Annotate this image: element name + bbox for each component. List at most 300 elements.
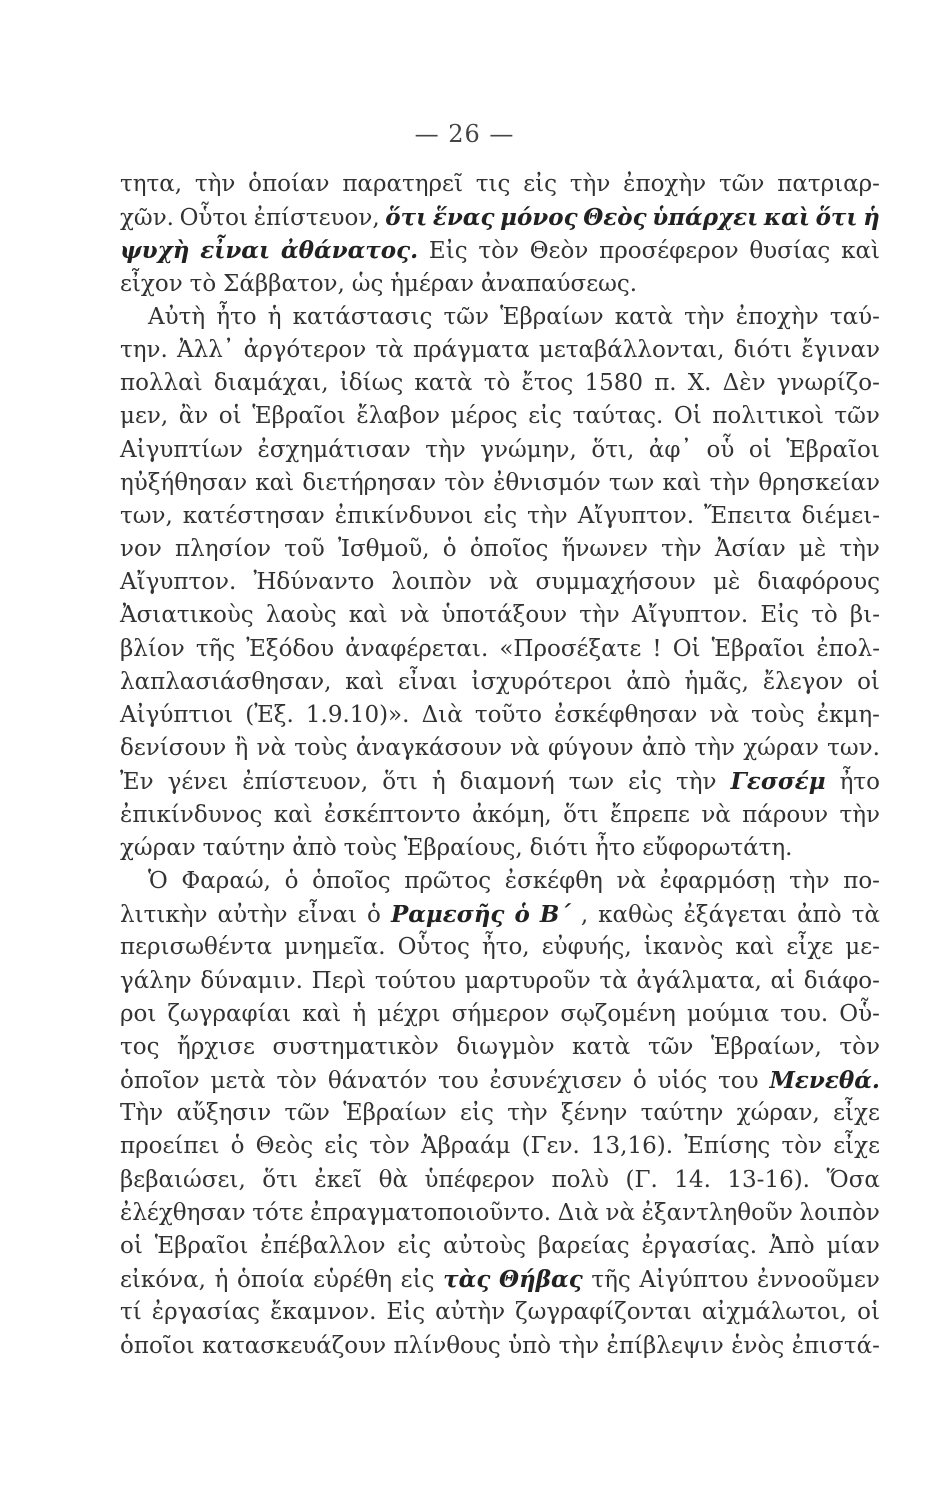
word: των (568, 769, 615, 796)
word: ἐσχημάτισαν (257, 436, 411, 463)
word: Ἰσθμοῦ, (337, 536, 430, 563)
word: ἐννοοῦμεν (757, 1267, 880, 1294)
word: μίαν (826, 1233, 880, 1259)
word: Θεὸν (529, 238, 589, 265)
word: ὑπέφερον (424, 1166, 535, 1193)
word: τὴν (661, 536, 702, 563)
word: μὲ (713, 569, 741, 596)
emphasis-word: ψυχὴ (120, 237, 190, 265)
word: οὗ (706, 436, 735, 463)
word: Αἴγυπτον. (577, 502, 695, 529)
word: Αἰγύπτιοι (120, 702, 234, 728)
word: εὑρέθη (313, 1267, 393, 1294)
word: αὐτὴν (435, 1299, 506, 1326)
word: νὰ (709, 702, 740, 728)
word: τὰ (851, 902, 880, 929)
word: προσέφερον (599, 238, 739, 265)
word: ἑνὸς (731, 1332, 785, 1359)
text-line (120, 965, 880, 998)
word: Ἑβραίους, (403, 834, 523, 861)
word: καὶ (255, 469, 295, 496)
word: Οὗτος (397, 934, 470, 961)
word: μέχρι (377, 1000, 441, 1027)
word: κατέστησαν (182, 502, 325, 529)
text-line (120, 1097, 880, 1130)
word: γένει (167, 769, 229, 796)
word: κατὰ (572, 1033, 631, 1060)
word: διότι (529, 834, 589, 861)
word: αὐτὴν (217, 902, 288, 929)
word: ἀναγκάσουν (355, 735, 503, 762)
word: Διὰ (421, 702, 463, 728)
word: ἀγάλματα, (636, 967, 762, 994)
word: τότε (252, 1199, 304, 1226)
word: εἶναι (398, 668, 458, 695)
word: Ἀλλ᾽ (177, 336, 235, 363)
word: Ἀβραάμ (421, 1133, 511, 1160)
word: ὅτι, (591, 436, 635, 463)
word: τῆς (195, 635, 236, 662)
word: ὁ (367, 902, 381, 929)
word: ἐσκέφθησαν (554, 702, 698, 728)
word: καὶ (662, 469, 702, 496)
word: διαμονή (459, 769, 555, 796)
word: Χ. (687, 370, 712, 397)
word: ἐπίβλεψιν (606, 1332, 724, 1359)
word: τοῦτο (474, 702, 542, 728)
text-line (120, 1230, 880, 1263)
word: ἔλαβον (356, 403, 440, 430)
word: διαμάχαι, (213, 370, 329, 397)
text-line (120, 1031, 880, 1064)
word: τὴν (709, 469, 751, 496)
text-line (120, 566, 880, 599)
word: ἦτο, (481, 934, 530, 961)
word: Σάββατον, (223, 270, 345, 297)
text-line (120, 1130, 880, 1163)
word: τῶν (443, 303, 489, 330)
word: ἔκαμνον. (270, 1299, 377, 1326)
word: πλησίον (175, 536, 272, 563)
word: Ἠδύναντο (253, 569, 375, 596)
word: Ἀσιατικοὺς (120, 602, 254, 629)
word: ἀφ᾽ (648, 436, 692, 463)
word: ἀργότερον (243, 336, 367, 363)
text-line (120, 234, 880, 267)
word: διέμει- (801, 502, 880, 529)
word: τὸν (839, 1033, 880, 1060)
word: Διὰ (557, 1199, 599, 1226)
word: ὑπὸ (508, 1332, 552, 1359)
word: «Προσέξατε (499, 635, 642, 662)
word: ἐργασίας. (641, 1233, 758, 1259)
word: του (438, 1068, 479, 1095)
word: ἐποχὴν (623, 171, 707, 197)
word: τοῦ (284, 536, 325, 563)
word: Ἀπὸ (768, 1233, 815, 1259)
word: υἱός (657, 1068, 708, 1095)
word: Ὁ (148, 867, 168, 894)
text-line (120, 201, 880, 234)
word: οἱ (218, 403, 242, 430)
word: μετὰ (210, 1068, 266, 1095)
word: μούμια (686, 1000, 770, 1027)
word: Οἱ (672, 635, 701, 662)
word: εἰς (324, 1133, 359, 1160)
word: 13,16). (590, 1133, 674, 1160)
word: τὴν (676, 769, 717, 796)
word: καὶ (735, 934, 775, 961)
word: Οὗτοι (179, 205, 249, 232)
emphasis-word: ἡ (863, 204, 880, 232)
word: δενίσουν (120, 735, 227, 762)
text-line (120, 832, 880, 865)
word: εἶναι (297, 902, 358, 929)
emphasis-word: ἀθάνατος. (280, 237, 419, 265)
word: εἶχον (120, 270, 183, 297)
word: ὅτι (382, 769, 418, 796)
word: ἐποχὴν (735, 303, 819, 330)
word: τὴν (194, 171, 236, 197)
word: ἐπέβαλλον (260, 1233, 386, 1259)
word: ἐκμη- (816, 702, 880, 728)
word: νὰ (605, 1199, 636, 1226)
word: σήμερον (451, 1000, 550, 1027)
word: ἡ (431, 769, 446, 796)
word: Εἰς (428, 238, 468, 265)
word: γνωρίζο- (776, 370, 880, 397)
word: τῶν (284, 1100, 330, 1127)
word: τῆς (591, 1267, 631, 1294)
word: Ἑβραίων, (711, 1033, 822, 1060)
word: ηὐξήθησαν (120, 469, 248, 496)
emphasis-word: Μενεθά. (769, 1067, 880, 1095)
word: Ἑβραῖοι (154, 1233, 249, 1259)
word: ἰδίως (339, 370, 404, 397)
word: ἱκανὸς (643, 934, 724, 961)
word: Ἀσίαν (714, 536, 786, 563)
word: προείπει (120, 1133, 220, 1160)
word: τὸν (369, 1133, 410, 1160)
word: Ἐπίσης (684, 1133, 771, 1160)
word: πολὺ (551, 1166, 609, 1193)
word: διάφο- (803, 967, 880, 994)
word: Ἑβραῖοι (711, 635, 806, 662)
word: οἱ (120, 1233, 143, 1259)
emphasis-word: τὰς (443, 1266, 491, 1294)
word: 1580 (584, 370, 644, 397)
word: τὸν (444, 469, 485, 496)
text-line (120, 898, 880, 931)
word: ἐξαντληθοῦν (641, 1199, 793, 1226)
word: τὸ (189, 270, 217, 297)
word: λαπλασιάσθησαν, (120, 668, 332, 695)
word: τὴν (789, 867, 830, 894)
word: ἡμᾶς, (684, 668, 749, 695)
word: τις (475, 171, 511, 197)
word: πάρουν (742, 801, 829, 828)
text-line (120, 467, 880, 500)
word: τὸν (478, 238, 519, 265)
word: εὐφυής, (541, 934, 632, 961)
word: θάνατόν (327, 1068, 428, 1095)
word: Εἰς (386, 1299, 426, 1326)
word: εἰς (523, 171, 558, 197)
word: τὸν (276, 1068, 318, 1095)
word: ἤρχισε (177, 1033, 255, 1060)
word: ἀκόμη, (471, 801, 552, 828)
text-line (120, 434, 880, 467)
word: ταύ- (829, 303, 880, 330)
word: τὰ (375, 336, 404, 363)
word: τί (120, 1299, 142, 1326)
word: λιτικὴν (120, 902, 208, 929)
word: ὁποίαν (248, 171, 330, 197)
emphasis-word: Θεὸς (583, 204, 647, 232)
text-line (120, 168, 880, 201)
body-text (120, 168, 880, 1363)
word: τῶν (834, 403, 880, 430)
word: τοὺς (751, 702, 805, 728)
word: εἰκόνα, (120, 1267, 206, 1294)
word: εἶχε (786, 934, 834, 961)
word: διωγμὸν (456, 1033, 555, 1060)
word: καὶ (302, 1000, 342, 1027)
word: ὅτι (563, 801, 599, 828)
word: ζωγραφίζονται (515, 1299, 692, 1326)
word: νὰ (510, 735, 540, 762)
word: Ἑβραῖοι (786, 436, 880, 463)
word: εἶχε (833, 1133, 880, 1160)
word: ἔλεγον (762, 668, 844, 695)
word: ὁ (442, 536, 457, 563)
word: χώραν (120, 834, 196, 861)
emphasis-word: ὅτι (385, 204, 428, 232)
word: δύναμιν. (200, 967, 303, 994)
word: ὁ (284, 867, 299, 894)
word: ταύτην (640, 1100, 724, 1127)
word: νὰ (399, 602, 430, 629)
word: πατριαρ- (777, 171, 880, 197)
word: ἐξάγεται (683, 902, 788, 929)
word: Δὲν (722, 370, 766, 397)
word: διότι (733, 336, 793, 363)
emphasis-word: Θήβας (498, 1266, 583, 1294)
emphasis-word: εἶναι (200, 237, 271, 265)
word: τὴν (839, 536, 880, 563)
word: 13-16). (727, 1166, 810, 1193)
emphasis-word: Γεσσέμ (730, 768, 826, 796)
word: (Γεν. (521, 1133, 580, 1160)
text-line (120, 699, 880, 732)
word: τῶν (718, 171, 765, 197)
word: ! (652, 635, 662, 662)
word: σῳζομένη (560, 1000, 676, 1027)
word: ξένην (561, 1100, 628, 1127)
word: τὴν (569, 171, 611, 197)
word: εἶχε (833, 1100, 880, 1127)
word: Οὗ- (839, 1000, 880, 1027)
word: τὸ (483, 370, 511, 397)
word: Αἴγυπτον. (120, 569, 237, 596)
word: χώραν, (736, 1100, 820, 1127)
text-line (120, 666, 880, 699)
word: εἰς (528, 403, 563, 430)
word: διαφόρους (757, 569, 880, 596)
word: Ἑβραίων (343, 1100, 447, 1127)
word: την. (120, 336, 168, 363)
text-line (120, 334, 880, 367)
word: φύγουν (547, 735, 634, 762)
word: χῶν. (120, 205, 174, 232)
word: ἀπὸ (626, 668, 671, 695)
word: βαρείας (537, 1233, 630, 1259)
emphasis-word: ὅτι (815, 204, 858, 232)
word: πλίνθους (393, 1332, 501, 1359)
word: ἐργασίας (151, 1299, 261, 1326)
word: περισωθέντα (120, 934, 273, 961)
word: ἰσχυρότεροι (471, 668, 613, 695)
word: ὡς (351, 270, 384, 297)
word: ἥνωνεν (561, 536, 648, 563)
text-line (120, 1330, 880, 1363)
word: ὁ (230, 1133, 245, 1160)
word: μέρος (450, 403, 518, 430)
word: νον (120, 536, 162, 563)
word: γάλην (120, 967, 192, 994)
word: ἐπικίνδυνοι (334, 502, 474, 529)
word: τὴν (507, 1100, 548, 1127)
word: Αἰγύπτου (639, 1267, 749, 1294)
word: εἰς (628, 769, 662, 796)
word: εἰς (460, 1100, 494, 1127)
word: ἡ (267, 303, 282, 330)
word: ἀπὸ (797, 902, 842, 929)
word: ταύτας. (572, 403, 664, 430)
text-line (120, 865, 880, 898)
word: ἐσυνέχισεν (489, 1068, 622, 1095)
text-line (120, 931, 880, 964)
word: ἐλέχθησαν (120, 1199, 246, 1226)
word: ἐπικίνδυνος (120, 801, 263, 828)
word: ἡ (352, 1000, 367, 1027)
word: λοιπὸν (799, 1199, 880, 1226)
word: 14. (674, 1166, 711, 1193)
text-line (120, 1263, 880, 1296)
word: μὲ (798, 536, 827, 563)
text-line (120, 268, 880, 301)
word: Περὶ (311, 967, 367, 994)
word: συμμαχήσουν (535, 569, 696, 596)
word: καὶ (348, 602, 388, 629)
text-line (120, 799, 880, 832)
word: εἰς (400, 1267, 435, 1294)
text-line (120, 1064, 880, 1097)
word: οἱ (857, 1299, 880, 1326)
word: 1.9.10)». (305, 702, 410, 728)
word: τὴν (694, 735, 736, 762)
word: λαοὺς (265, 602, 337, 629)
word: μεν, (120, 403, 169, 430)
word: αὔξησιν (176, 1100, 272, 1127)
word: Αἰγυπτίων (120, 436, 243, 463)
text-line (120, 1164, 880, 1197)
word: ἐπίστευον, (253, 205, 380, 232)
word: του. (780, 1000, 829, 1027)
word: ἐπιστά- (791, 1332, 880, 1359)
word: οἱ (748, 436, 772, 463)
word: των (608, 469, 655, 496)
word: τὴν (684, 303, 725, 330)
word: κατασκευάζουν (202, 1332, 387, 1359)
word: καὶ (273, 801, 313, 828)
word: Ἐν (120, 769, 154, 796)
word: ταύτην (202, 834, 286, 861)
word: , (580, 902, 589, 929)
emphasis-word: ἕνας (432, 204, 495, 232)
word: εἰς (483, 502, 518, 529)
page-number: — 26 — (414, 120, 515, 148)
word: γνώμην, (480, 436, 577, 463)
word: ὁποῖοι (120, 1332, 195, 1359)
word: ἐσκέφθη (504, 867, 603, 894)
emphasis-word: Β΄ (539, 901, 571, 929)
word: χώραν (743, 735, 819, 762)
emphasis-word: μόνος (500, 204, 578, 232)
word: κατὰ (414, 370, 473, 397)
word: κατὰ (614, 303, 673, 330)
text-line (120, 732, 880, 765)
word: εἰς (397, 1233, 432, 1259)
word: θυσίας (749, 238, 831, 265)
word: λοιπὸν (391, 569, 472, 596)
word: τοὺς (294, 735, 348, 762)
word: πολλαὶ (120, 370, 203, 397)
word: νὰ (701, 801, 731, 828)
word: τούτου (374, 967, 456, 994)
word: συστηματικὸν (272, 1033, 439, 1060)
word: ἔτος (521, 370, 574, 397)
word: με- (845, 934, 880, 961)
text-line (120, 1296, 880, 1329)
text-line (120, 633, 880, 666)
word: Ἑβραῖοι (252, 403, 346, 430)
word: Αὐτὴ (148, 303, 206, 330)
word: ὁποῖον (120, 1068, 200, 1095)
word: νὰ (256, 735, 286, 762)
word: παρατηρεῖ (342, 171, 463, 197)
text-line (120, 367, 880, 400)
word: π. (654, 370, 677, 397)
word: τητα, (120, 171, 183, 197)
word: ἐσκέπτοντο (324, 801, 461, 828)
word: Εἰς (760, 602, 800, 629)
word: Ἐξόδου (246, 635, 335, 662)
word: των, (120, 502, 173, 529)
word: Οἱ (673, 403, 702, 430)
word: μνημεῖα. (284, 934, 386, 961)
word: θὰ (378, 1166, 408, 1193)
word: (Ἐξ. (245, 702, 294, 728)
word: οἱ (857, 668, 880, 695)
word: Αἴγυπτον. (631, 602, 749, 629)
word: ἔγιναν (801, 336, 880, 363)
emphasis-word: ὁ (514, 901, 530, 929)
word: μαρτυροῦν (464, 967, 591, 994)
word: των. (827, 735, 880, 762)
word: ὁποῖος (312, 867, 391, 894)
word: ἡμέραν (390, 270, 474, 297)
